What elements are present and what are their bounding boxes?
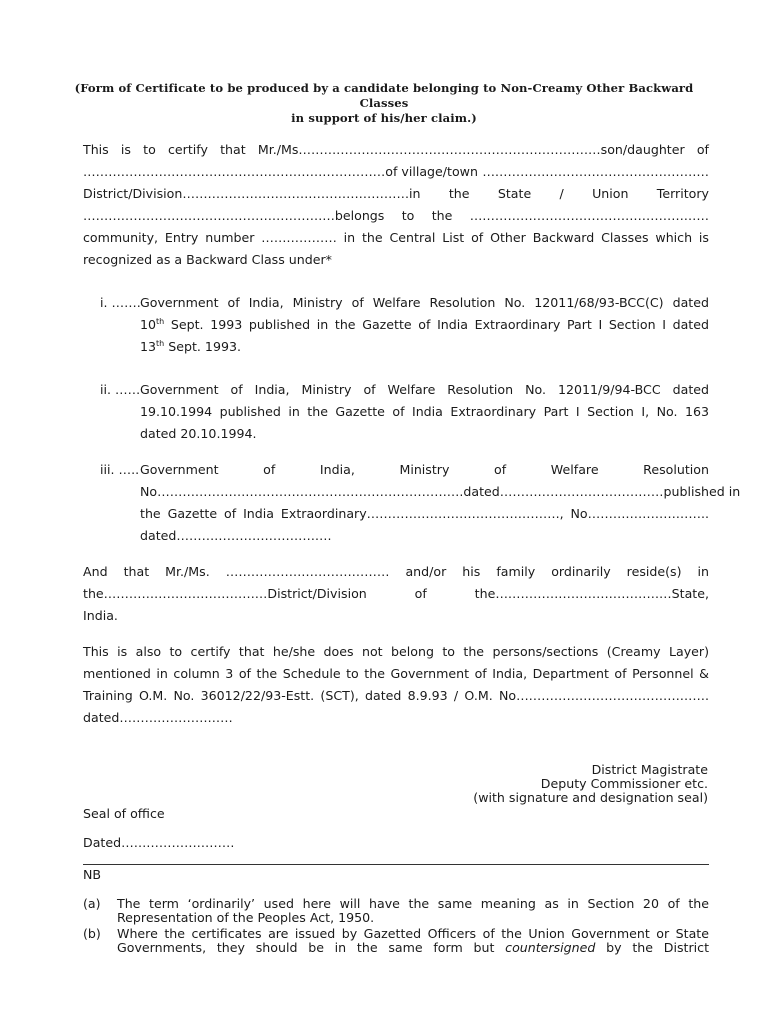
note-a-line-1: The term ‘ordinarily’ used here will have the same meaning as in Section 20 of the <box>117 896 709 911</box>
item2-line-1: Government of India, Ministry of Welfare Resolution No. 12011/9/94-BCC dated <box>140 382 709 397</box>
item1-number: i. ……. <box>100 295 141 310</box>
item3-number: iii. ….. <box>100 462 140 477</box>
para2-line-1: And that Mr./Ms. ………………………………… and/or his family ordinarily reside(s) in <box>83 564 709 579</box>
para2-line-3: India. <box>83 608 118 623</box>
item2-number: ii. …… <box>100 382 141 397</box>
item1-day-2: 13 <box>140 339 157 354</box>
para1-line-2a: ………………………………………………………………of village/town <box>83 164 478 179</box>
item3-line-2: No……………………………………………………………….dated…………………………………published in <box>140 484 741 499</box>
signature-title-2: Deputy Commissioner etc. <box>540 776 708 791</box>
note-b-emphasis: countersigned <box>505 940 596 955</box>
para1-line-4: ……………………………………………………belongs to the ………………………………………………… <box>83 208 709 223</box>
nb-label: NB <box>83 867 102 882</box>
para1-line-3: District/Division………………………………………………in the State / Union Territory <box>83 186 709 201</box>
note-a-line-2: Representation of the Peoples Act, 1950. <box>117 910 375 925</box>
para1-line-6: recognized as a Backward Class under* <box>83 252 332 267</box>
para2-line-2: the…………………………………District/Division of the……………………………………State, <box>83 586 709 601</box>
note-b-line-1: Where the certificates are issued by Gazetted Officers of the Union Government or State <box>117 926 709 941</box>
item1-line-3-text: Sept. 1993. <box>164 339 241 354</box>
para3-line-4: dated……………………… <box>83 710 233 725</box>
item1-day: 10 <box>140 317 157 332</box>
title-line-2: in support of his/her claim.) <box>291 111 477 125</box>
para1-line-2 <box>83 161 709 183</box>
form-title <box>60 81 708 126</box>
para1-line-1: This is to certify that Mr./Ms………………………………………………………………son/daughter of <box>83 142 709 157</box>
item3-line-4: dated………………………………. <box>140 528 332 543</box>
note-b-label: (b) <box>83 926 101 941</box>
para3-line-1: This is also to certify that he/she does not belong to the persons/sections (Creamy Layer) <box>83 644 709 659</box>
dated-field: Dated……………………… <box>83 835 235 850</box>
para1-line-2b: ……………………………………………… <box>482 164 709 179</box>
item1-line-2-text: Sept. 1993 published in the Gazette of India Extraordinary Part I Section I dated <box>164 317 709 332</box>
seal-of-office: Seal of office <box>83 806 165 821</box>
note-b-line-2-end: by the District <box>595 940 710 955</box>
signature-note: (with signature and designation seal) <box>473 790 708 805</box>
item3-line-3: the Gazette of India Extraordinary………………………………………., No……………………….. <box>140 506 709 521</box>
para1-line-5: community, Entry number ……………… in the Central List of Other Backward Classes which is <box>83 230 709 245</box>
signature-title-1: District Magistrate <box>591 762 708 777</box>
divider <box>83 864 709 865</box>
title-line-1: (Form of Certificate to be produced by a candidate belonging to Non-Creamy Other Backward Classes <box>74 81 694 110</box>
item1-day-suffix: th <box>156 317 165 326</box>
item3-line-1: Government of India, Ministry of Welfare Resolution <box>140 462 709 477</box>
note-b-line-2-text: Governments, they should be in the same form but <box>117 940 506 955</box>
para3-line-2: mentioned in column 3 of the Schedule to the Government of India, Department of Personnel & <box>83 666 709 681</box>
note-a-label: (a) <box>83 896 101 911</box>
para3-line-3: Training O.M. No. 36012/22/93-Estt. (SCT), dated 8.9.93 / O.M. No………………………………………. <box>83 688 709 703</box>
item1-line-3 <box>140 336 709 358</box>
item2-line-2: 19.10.1994 published in the Gazette of India Extraordinary Part I Section I, No. 163 <box>140 404 709 419</box>
item1-line-1: Government of India, Ministry of Welfare Resolution No. 12011/68/93-BCC(C) dated <box>140 295 709 310</box>
item1-line-2 <box>140 314 709 336</box>
item1-day-2-suffix: th <box>156 339 165 348</box>
note-b-line-2 <box>117 940 709 955</box>
item2-line-3: dated 20.10.1994. <box>140 426 257 441</box>
